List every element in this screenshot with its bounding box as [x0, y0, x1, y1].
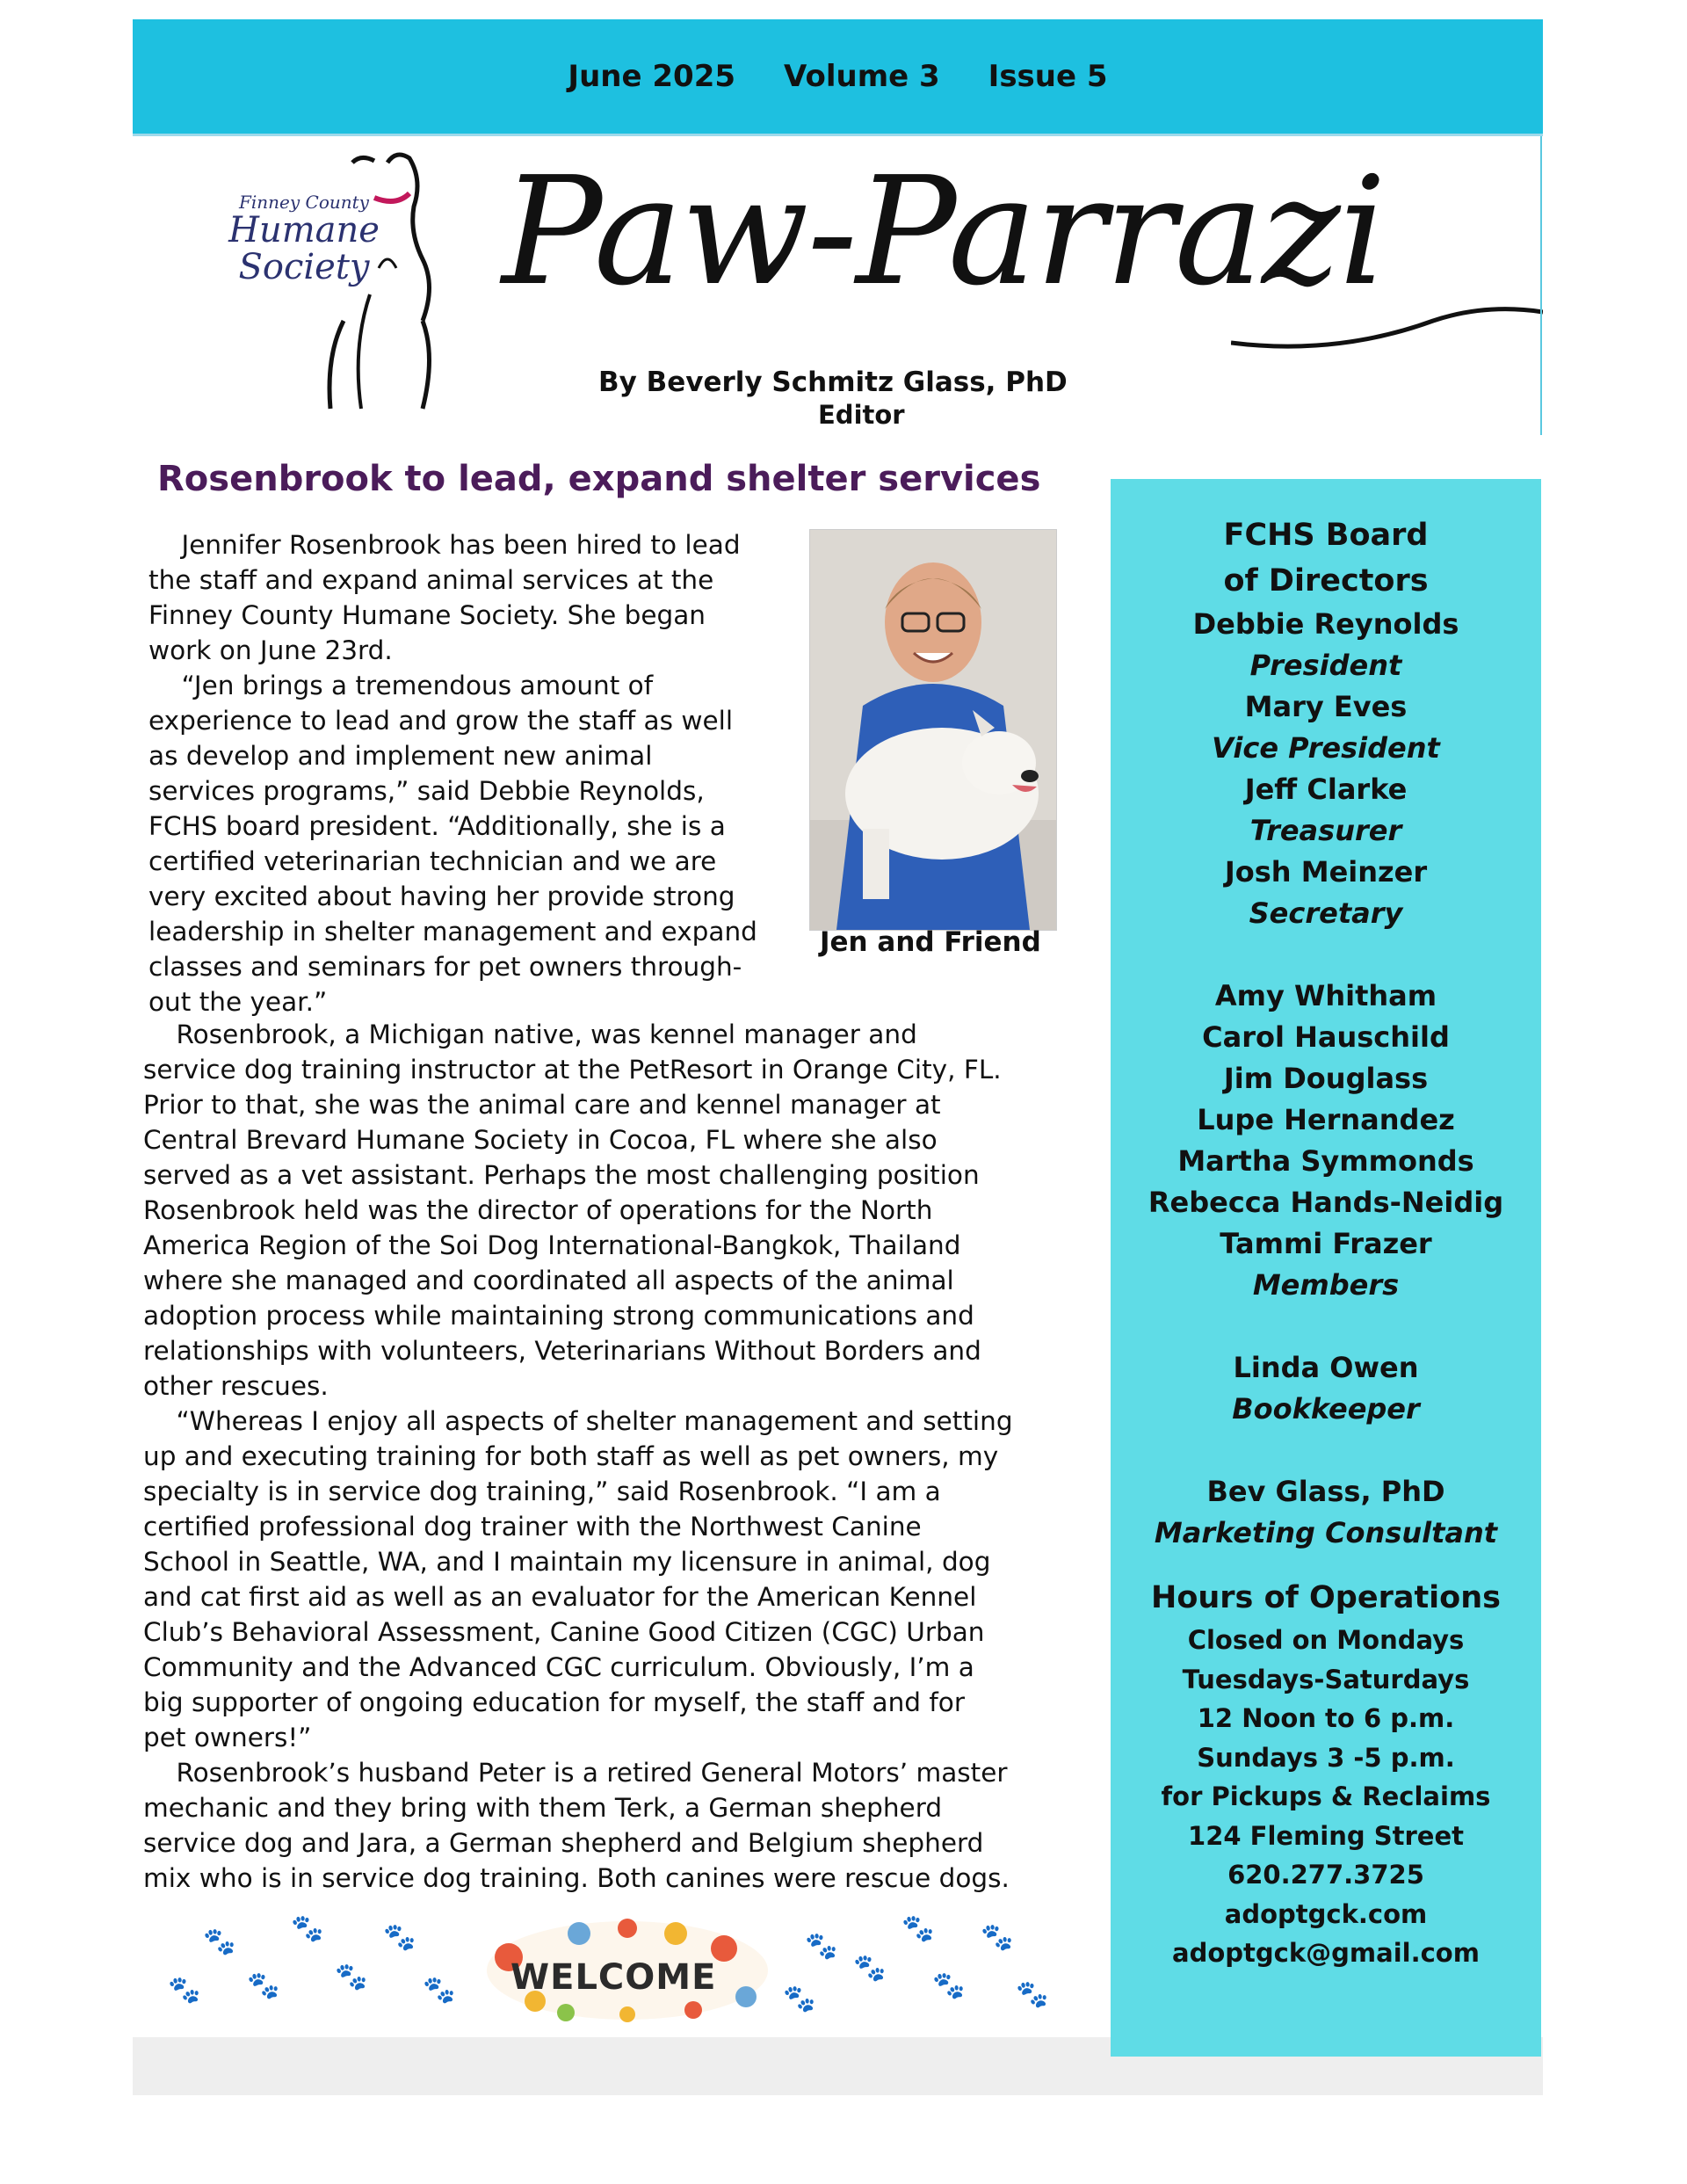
paw-print-icon: 🐾: [383, 1922, 416, 1953]
article-line: other rescues.: [143, 1371, 329, 1401]
article-line: relationships with volunteers, Veterinarians Without Borders and: [143, 1336, 981, 1366]
article-line: FCHS board president. “Additionally, she is a: [148, 811, 726, 841]
hours-line: Tuesdays-Saturdays: [1182, 1664, 1470, 1694]
article-line: School in Seattle, WA, and I maintain my licensure in animal, dog: [143, 1547, 991, 1577]
article-line: experience to lead and grow the staff as well: [148, 706, 734, 736]
hours-line: Closed on Mondays: [1187, 1625, 1465, 1655]
newsletter-page: [133, 19, 1543, 2095]
member-name: Carol Hauschild: [1202, 1020, 1450, 1054]
paw-print-icon: 🐾: [783, 1984, 816, 2014]
article-line: mechanic and they bring with them Terk, a German shepherd: [143, 1793, 943, 1823]
article-line: very excited about having her provide strong: [148, 882, 735, 911]
masthead-edge: [1540, 136, 1542, 435]
bookkeeper-role: Bookkeeper: [1232, 1392, 1420, 1426]
article-line: mix who is in service dog training. Both canines were rescue dogs.: [143, 1863, 1010, 1893]
bookkeeper-name: Linda Owen: [1233, 1351, 1419, 1384]
paw-print-icon: 🐾: [335, 1962, 368, 1992]
paw-print-icon: 🐾: [981, 1922, 1014, 1953]
title-swoosh-decoration: [1231, 294, 1543, 356]
consultant-role: Marketing Consultant: [1154, 1516, 1498, 1549]
article-body: [143, 1017, 1075, 1896]
hours-line: 12 Noon to 6 p.m.: [1197, 1703, 1455, 1733]
phone-number: 620.277.3725: [1227, 1860, 1424, 1890]
article-line: leadership in shelter management and expand: [148, 917, 757, 947]
officer-role: Secretary: [1249, 896, 1403, 930]
dog-cat-silhouette-icon: [291, 145, 449, 426]
article-line: Prior to that, she was the animal care and kennel manager at: [143, 1090, 941, 1120]
hours-title: Hours of Operations: [1151, 1580, 1501, 1615]
issue-volume: Volume 3: [784, 59, 940, 94]
paw-print-icon: 🐾: [168, 1975, 201, 2006]
paw-print-icon: 🐾: [901, 1913, 935, 1944]
officer-name: Debbie Reynolds: [1192, 607, 1459, 641]
article-line: Finney County Humane Society. She began: [148, 600, 706, 630]
member-name: Tammi Frazer: [1220, 1227, 1432, 1260]
hours-line: for Pickups & Reclaims: [1161, 1781, 1491, 1811]
jen-and-dog-photo: [809, 529, 1057, 931]
article-line: Rosenbrook, a Michigan native, was kennel manager and: [143, 1019, 917, 1049]
article-headline: Rosenbrook to lead, expand shelter services: [157, 459, 1041, 499]
article-intro: [148, 527, 781, 1019]
website-link[interactable]: adoptgck.com: [1224, 1898, 1428, 1929]
article-line: big supporter of ongoing education for myself, the staff and for: [143, 1687, 965, 1717]
paw-print-icon: 🐾: [932, 1970, 966, 2001]
editor-label: Editor: [818, 400, 905, 430]
officer-role: President: [1249, 649, 1402, 682]
article-line: pet owners!”: [143, 1723, 312, 1752]
paw-print-icon: 🐾: [1016, 1979, 1049, 2010]
paw-print-icon: 🐾: [203, 1926, 236, 1957]
paw-print-icon: 🐾: [291, 1913, 324, 1944]
article-line: “Whereas I enjoy all aspects of shelter management and setting: [143, 1406, 1013, 1436]
members-label: Members: [1252, 1268, 1400, 1302]
logo-line-1: Finney County: [239, 192, 369, 213]
member-name: Jim Douglass: [1223, 1062, 1429, 1095]
article-line: specialty is in service dog training,” said Rosenbrook. “I am a: [143, 1477, 941, 1506]
article-line: out the year.”: [148, 987, 328, 1017]
article-line: service dog and Jara, a German shepherd and Belgium shepherd: [143, 1828, 984, 1858]
welcome-text: WELCOME: [510, 1957, 717, 1998]
byline: By Beverly Schmitz Glass, PhD: [598, 366, 1068, 398]
article-line: America Region of the Soi Dog International-Bangkok, Thailand: [143, 1230, 961, 1260]
article-line: classes and seminars for pet owners through-: [148, 952, 742, 982]
issue-date: June 2025: [568, 59, 736, 94]
issue-number: Issue 5: [988, 59, 1108, 94]
article-line: work on June 23rd.: [148, 635, 393, 665]
article-line: served as a vet assistant. Perhaps the most challenging position: [143, 1160, 980, 1190]
paw-print-icon: 🐾: [247, 1970, 280, 2001]
logo-line-2: Humane: [228, 210, 380, 250]
article-line: Rosenbrook’s husband Peter is a retired General Motors’ master: [143, 1758, 1008, 1788]
member-name: Martha Symmonds: [1177, 1144, 1474, 1178]
issue-info-band: [133, 19, 1543, 134]
hours-line: Sundays 3 -5 p.m.: [1197, 1742, 1455, 1773]
photo-caption: Jen and Friend: [820, 926, 1041, 958]
article-line: Rosenbrook held was the director of operations for the North: [143, 1195, 933, 1225]
article-line: certified veterinarian technician and we are: [148, 846, 717, 876]
article-line: Jennifer Rosenbrook has been hired to lead: [148, 530, 741, 560]
board-title: FCHS Board: [1223, 518, 1429, 553]
article-line: Central Brevard Humane Society in Cocoa, FL where she also: [143, 1125, 938, 1155]
article-line: as develop and implement new animal: [148, 741, 653, 771]
officer-name: Josh Meinzer: [1224, 855, 1428, 889]
photo-illustration: [810, 530, 1056, 930]
article-line: adoption process while maintaining strong communications and: [143, 1301, 974, 1331]
paw-print-icon: 🐾: [423, 1975, 456, 2006]
newsletter-title: Paw-Parrazi: [502, 145, 1385, 319]
board-title-2: of Directors: [1223, 563, 1429, 599]
paw-print-icon: 🐾: [853, 1953, 887, 1984]
article-line: and cat first aid as well as an evaluator for the American Kennel: [143, 1582, 977, 1612]
officer-role: Vice President: [1212, 731, 1440, 765]
welcome-banner: [150, 1909, 1082, 2032]
article-line: services programs,” said Debbie Reynolds,: [148, 776, 705, 806]
officer-name: Jeff Clarke: [1244, 773, 1408, 806]
article-line: Community and the Advanced CGC curriculum. Obviously, I’m a: [143, 1652, 974, 1682]
email-link[interactable]: adoptgck@gmail.com: [1172, 1938, 1480, 1968]
member-name: Lupe Hernandez: [1197, 1103, 1455, 1136]
address: 124 Fleming Street: [1188, 1820, 1464, 1851]
masthead: [133, 136, 1543, 430]
board-sidebar: [1111, 479, 1541, 2057]
article-line: up and executing training for both staff as well as pet owners, my: [143, 1441, 999, 1471]
article-line: certified professional dog trainer with the Northwest Canine: [143, 1512, 922, 1542]
article-line: the staff and expand animal services at the: [148, 565, 714, 595]
member-name: Rebecca Hands-Neidig: [1148, 1186, 1504, 1219]
article-line: “Jen brings a tremendous amount of: [148, 671, 654, 700]
officer-name: Mary Eves: [1244, 690, 1408, 723]
officer-role: Treasurer: [1249, 814, 1402, 847]
logo-line-3: Society: [238, 247, 370, 287]
article-line: where she managed and coordinated all aspects of the animal: [143, 1266, 954, 1295]
article-line: service dog training instructor at the PetResort in Orange City, FL.: [143, 1055, 1002, 1085]
member-name: Amy Whitham: [1214, 979, 1437, 1012]
consultant-name: Bev Glass, PhD: [1206, 1475, 1445, 1508]
paw-print-icon: 🐾: [805, 1931, 838, 1962]
article-line: Club’s Behavioral Assessment, Canine Good Citizen (CGC) Urban: [143, 1617, 985, 1647]
